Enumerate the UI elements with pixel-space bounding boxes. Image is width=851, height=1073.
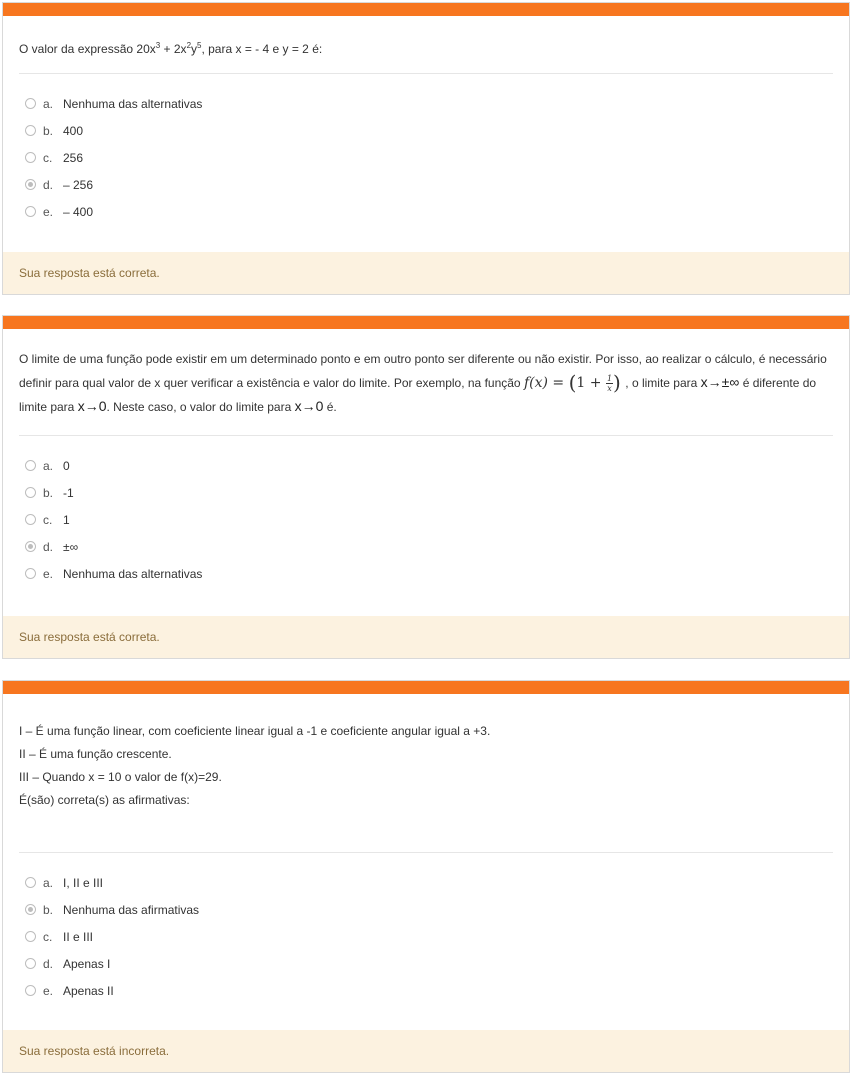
separator — [19, 73, 833, 74]
question-card-1 — [2, 2, 850, 295]
radio-button[interactable] — [25, 152, 36, 163]
question-card-3 — [2, 680, 850, 1073]
radio-button-selected[interactable] — [25, 179, 36, 190]
option-e[interactable]: e. Apenas II — [25, 977, 199, 1004]
question-header-bar — [3, 3, 849, 16]
question-header-bar — [3, 681, 849, 694]
option-a[interactable]: a. 0 — [25, 452, 202, 479]
feedback-banner: Sua resposta está incorreta. — [3, 1030, 849, 1072]
separator — [19, 852, 833, 853]
separator — [19, 435, 833, 436]
radio-button[interactable] — [25, 487, 36, 498]
answer-options — [25, 452, 202, 587]
radio-button[interactable] — [25, 460, 36, 471]
option-d[interactable]: d. Apenas I — [25, 950, 199, 977]
option-b[interactable]: b. Nenhuma das afirmativas — [25, 896, 199, 923]
option-e[interactable]: e. – 400 — [25, 198, 202, 225]
feedback-banner: Sua resposta está correta. — [3, 252, 849, 294]
radio-button[interactable] — [25, 514, 36, 525]
option-e[interactable]: e. Nenhuma das alternativas — [25, 560, 202, 587]
feedback-banner: Sua resposta está correta. — [3, 616, 849, 658]
option-b[interactable]: b. -1 — [25, 479, 202, 506]
radio-button[interactable] — [25, 931, 36, 942]
option-b[interactable]: b. 400 — [25, 117, 202, 144]
radio-button[interactable] — [25, 568, 36, 579]
radio-button[interactable] — [25, 98, 36, 109]
option-c[interactable]: c. II e III — [25, 923, 199, 950]
option-a[interactable]: a. I, II e III — [25, 869, 199, 896]
answer-options — [25, 869, 199, 1004]
question-text: O limite de uma função pode existir em um determinado ponto e em outro ponto ser diferente ou não existir. Por isso, ao realizar o cálculo, é necessário definir para qual valor de x quer verificar a existência e valor do limite. Por exemplo, na função f(x) = (1 + $\frac{1}{x}$ ) , o limite para x→±∞ é diferente do limite para x→0. Neste caso, o valor do limite para x→0 é. — [19, 352, 827, 414]
radio-button[interactable] — [25, 877, 36, 888]
question-text: O valor da expressão $20x^3 + 2x^2y^5$, para x = - 4 e y = 2 é: — [19, 41, 323, 56]
radio-button[interactable] — [25, 206, 36, 217]
option-c[interactable]: c. 256 — [25, 144, 202, 171]
option-d[interactable]: d. – 256 — [25, 171, 202, 198]
radio-button[interactable] — [25, 985, 36, 996]
radio-button-selected[interactable] — [25, 904, 36, 915]
option-c[interactable]: c. 1 — [25, 506, 202, 533]
math-function: f(x) = (1 + $\frac{1}{x}$ ) — [523, 370, 621, 395]
question-text: I – É uma função linear, com coeficiente linear igual a -1 e coeficiente angular igual a +3. II – É uma função crescente. III – Quando x = 10 o valor de f(x)=29. É(são) correta(s) as afirmativas: — [19, 724, 491, 807]
answer-options — [25, 90, 202, 225]
option-a[interactable]: a. Nenhuma das alternativas — [25, 90, 202, 117]
radio-button-selected[interactable] — [25, 541, 36, 552]
question-header-bar — [3, 316, 849, 329]
question-card-2 — [2, 315, 850, 659]
radio-button[interactable] — [25, 958, 36, 969]
option-d[interactable]: d. ±∞ — [25, 533, 202, 560]
radio-button[interactable] — [25, 125, 36, 136]
